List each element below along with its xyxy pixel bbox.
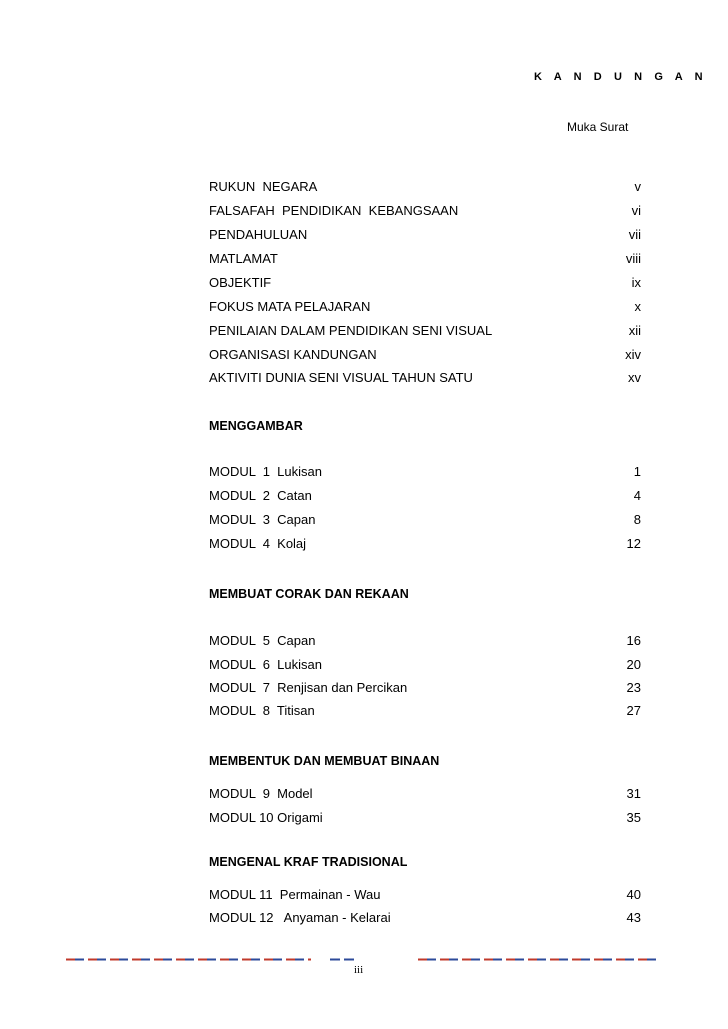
toc-row: [209, 703, 641, 723]
toc-row: [209, 512, 641, 532]
toc-entry-page: 23: [626, 680, 641, 695]
toc-entry-label: MODUL 6 Lukisan: [209, 657, 322, 672]
toc-entry-label: RUKUN NEGARA: [209, 179, 318, 194]
toc-entry-label: MODUL 4 Kolaj: [209, 536, 307, 551]
toc-entry-label: PENILAIAN DALAM PENDIDIKAN SENI VISUAL: [209, 323, 493, 338]
toc-row: [209, 633, 641, 653]
toc-entry-page: 35: [626, 810, 641, 825]
toc-entry-page: 4: [633, 488, 641, 503]
toc-entry-page: 12: [626, 536, 641, 551]
toc-row: [209, 680, 641, 700]
toc-entry-label: MODUL 11 Permainan - Wau: [209, 887, 381, 902]
toc-entry-page: ix: [631, 275, 641, 290]
toc-entry-page: viii: [625, 251, 641, 266]
section-heading: MEMBENTUK DAN MEMBUAT BINAAN: [209, 754, 440, 768]
toc-entry-page: vii: [628, 227, 641, 242]
toc-entry-label: MODUL 9 Model: [209, 786, 313, 801]
page-column-label: Muka Surat: [567, 120, 629, 134]
toc-row: [209, 347, 641, 367]
footer-rule-mid: [330, 958, 358, 961]
section-heading: MENGENAL KRAF TRADISIONAL: [209, 855, 408, 869]
toc-entry-label: PENDAHULUAN: [209, 227, 308, 242]
toc-entry-label: MODUL 7 Renjisan dan Percikan: [209, 680, 408, 695]
toc-row: [209, 488, 641, 508]
toc-row: [209, 323, 641, 343]
toc-entry-page: 43: [626, 910, 641, 925]
toc-row: [209, 299, 641, 319]
toc-entry-page: 16: [626, 633, 641, 648]
toc-entry-page: xii: [628, 323, 641, 338]
toc-entry-page: 8: [633, 512, 641, 527]
toc-row: [209, 179, 641, 199]
contents-title: K A N D U N G A N: [534, 71, 708, 83]
page-number: iii: [354, 964, 364, 976]
toc-row: [209, 227, 641, 247]
toc-entry-label: MODUL 3 Capan: [209, 512, 316, 527]
toc-entry-page: vi: [631, 203, 641, 218]
toc-entry-label: MODUL 8 Titisan: [209, 703, 315, 718]
section-heading: MEMBUAT CORAK DAN REKAAN: [209, 587, 409, 601]
toc-entry-page: 31: [626, 786, 641, 801]
toc-entry-label: MODUL 1 Lukisan: [209, 464, 322, 479]
toc-entry-label: FOKUS MATA PELAJARAN: [209, 299, 371, 314]
toc-entry-page: xv: [628, 370, 641, 385]
toc-row: [209, 203, 641, 223]
toc-entry-label: OBJEKTIF: [209, 275, 272, 290]
toc-entry-label: AKTIVITI DUNIA SENI VISUAL TAHUN SATU: [209, 370, 473, 385]
toc-entry-label: MODUL 10 Origami: [209, 810, 323, 825]
toc-row: [209, 370, 641, 390]
toc-row: [209, 251, 641, 271]
footer-rule-left: [66, 958, 311, 961]
toc-entry-label: MATLAMAT: [209, 251, 278, 266]
toc-entry-page: 20: [626, 657, 641, 672]
toc-entry-label: FALSAFAH PENDIDIKAN KEBANGSAAN: [209, 203, 459, 218]
toc-entry-page: v: [634, 179, 641, 194]
toc-entry-page: 27: [626, 703, 641, 718]
toc-row: [209, 536, 641, 556]
footer-rule-right: [418, 958, 660, 961]
section-heading: MENGGAMBAR: [209, 419, 303, 433]
toc-row: [209, 910, 641, 930]
toc-entry-label: ORGANISASI KANDUNGAN: [209, 347, 377, 362]
toc-entry-label: MODUL 12 Anyaman - Kelarai: [209, 910, 391, 925]
toc-entry-page: 40: [626, 887, 641, 902]
toc-entry-page: x: [634, 299, 641, 314]
toc-row: [209, 464, 641, 484]
toc-row: [209, 657, 641, 677]
toc-entry-page: 1: [633, 464, 641, 479]
toc-entry-label: MODUL 5 Capan: [209, 633, 316, 648]
toc-entry-label: MODUL 2 Catan: [209, 488, 312, 503]
toc-row: [209, 887, 641, 907]
toc-row: [209, 275, 641, 295]
toc-row: [209, 786, 641, 806]
toc-row: [209, 810, 641, 830]
toc-entry-page: xiv: [625, 347, 641, 362]
